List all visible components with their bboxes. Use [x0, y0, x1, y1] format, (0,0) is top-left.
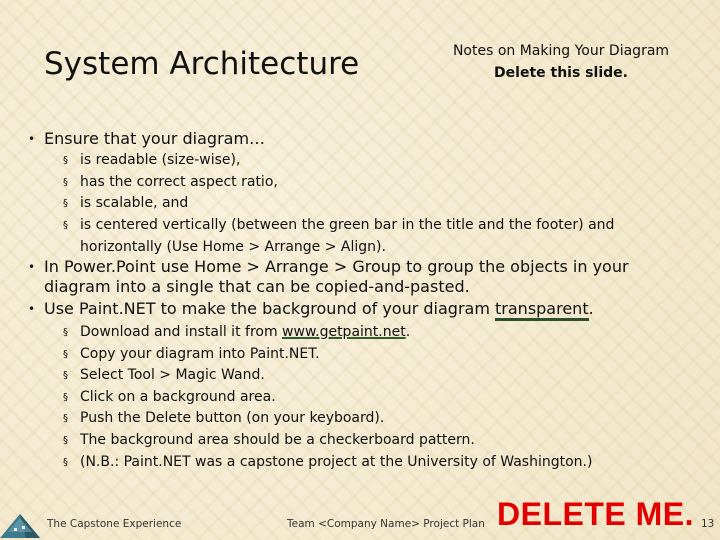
sub-bullet-glyph: §	[63, 220, 68, 231]
sub-bullet-text: is centered vertically (between the green bar in the title and the footer) and horizontally (Use Home > Arrange > Align).	[80, 217, 615, 255]
notes-box	[436, 40, 686, 84]
slide-title: System Architecture	[44, 46, 360, 82]
sub-bullet-glyph: §	[63, 392, 68, 403]
bullet-glyph: •	[28, 260, 36, 274]
sub-bullet	[63, 365, 670, 387]
sub-bullet	[63, 193, 670, 215]
sub-bullet-glyph: §	[63, 457, 68, 468]
bullet-text: In Power.Point use Home > Arrange > Group to group the objects in your diagram into a single that can be copied-and-pasted.	[44, 257, 629, 296]
bullet-text-suffix: .	[588, 299, 594, 318]
sub-bullet-text: Click on a background area.	[80, 389, 276, 405]
sub-bullet-glyph: §	[63, 370, 68, 381]
sub-bullet-text: has the correct aspect ratio,	[80, 174, 278, 190]
sub-bullet	[63, 387, 670, 409]
sub-bullet-text-suffix: .	[405, 324, 411, 340]
bullet-glyph: •	[28, 132, 36, 146]
sub-bullet	[63, 172, 670, 194]
sub-bullet-glyph: §	[63, 413, 68, 424]
bullet-paintnet	[28, 299, 674, 319]
sub-bullet	[63, 344, 670, 366]
underlined-word: transparent	[495, 299, 589, 321]
page-number: 13	[701, 518, 715, 530]
sub-bullet-glyph: §	[63, 349, 68, 360]
sub-bullet-text: (N.B.: Paint.NET was a capstone project at the University of Washington.)	[80, 454, 593, 470]
sub-bullet	[63, 408, 670, 430]
sub-bullet-text: is scalable, and	[80, 195, 189, 211]
bullet-text-prefix: Use Paint.NET to make the background of your diagram	[44, 299, 496, 318]
notes-heading: Notes on Making Your Diagram	[452, 43, 670, 59]
sub-bullet	[63, 452, 670, 474]
bullet-glyph: •	[28, 302, 36, 316]
bullet-powerpoint	[28, 257, 674, 297]
sub-bullet-text: Copy your diagram into Paint.NET.	[80, 346, 320, 362]
delete-me-stamp: DELETE ME.	[497, 496, 695, 532]
sub-bullet-glyph: §	[63, 198, 68, 209]
notes-subheading: Delete this slide.	[494, 65, 628, 81]
sub-bullet	[63, 215, 670, 258]
footer-left: The Capstone Experience	[47, 518, 182, 530]
sub-bullet	[63, 322, 670, 344]
sub-bullet-glyph: §	[63, 327, 68, 338]
sub-bullet-glyph: §	[63, 177, 68, 188]
sub-bullet-text-prefix: Download and install it from	[80, 324, 283, 340]
bullet-ensure	[28, 129, 674, 149]
sub-bullet-glyph: §	[63, 435, 68, 446]
capstone-pyramid-icon	[0, 508, 44, 540]
footer-center: Team <Company Name> Project Plan	[287, 518, 485, 530]
sub-bullet-text: Select Tool > Magic Wand.	[80, 367, 265, 383]
sub-bullet	[63, 150, 670, 172]
sub-bullet	[63, 430, 670, 452]
bullet-text: Ensure that your diagram…	[44, 129, 266, 148]
sub-bullet-glyph: §	[63, 155, 68, 166]
sub-bullet-text: The background area should be a checkerboard pattern.	[80, 432, 475, 448]
getpaint-link[interactable]: www.getpaint.net	[282, 324, 406, 340]
sub-bullet-text: Push the Delete button (on your keyboard).	[80, 410, 385, 426]
sub-bullet-text: is readable (size-wise),	[80, 152, 241, 168]
